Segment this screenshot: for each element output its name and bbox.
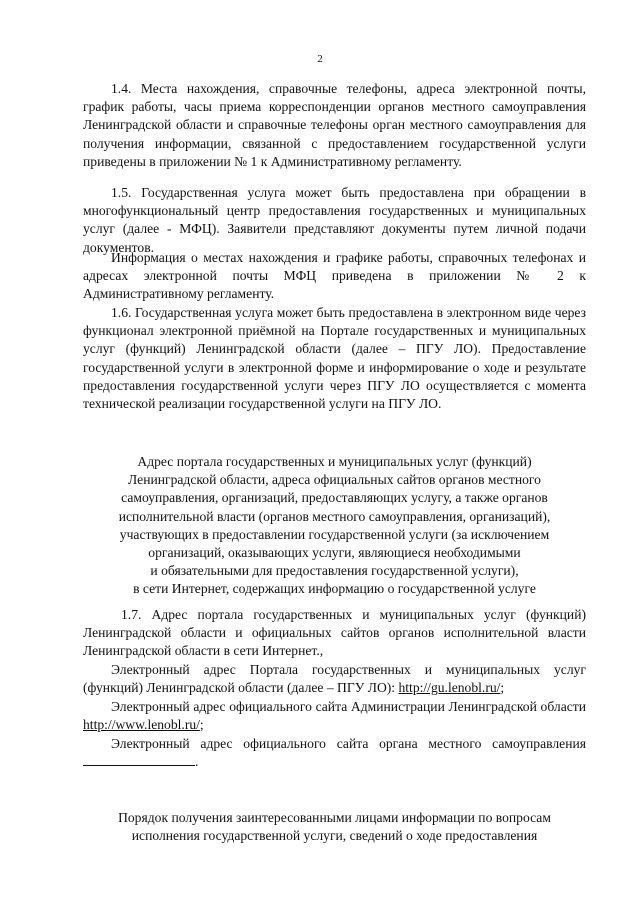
paragraph-1-5-info: Информация о местах нахождения и графике работы, справочных телефонах и адресах электронной почты МФЦ приведена в приложении № 2 к Административному регламенту. (83, 250, 586, 302)
heading-line: исполнительной власти (органов местного самоуправления, организаций), (118, 508, 551, 524)
local-site-paragraph (83, 735, 586, 771)
section-heading-internet-addresses (83, 453, 586, 599)
heading-line: участвующих в предоставлении государственной услуги (за исключением (119, 526, 550, 542)
portal-address-text: Электронный адрес Портала государственных и муниципальных услуг (функций) Ленинградской области (далее – ПГУ ЛО): (83, 662, 586, 696)
section-heading-information-procedure (83, 809, 586, 845)
punctuation: ; (199, 717, 204, 733)
paragraph-1-4: 1.4. Места нахождения, справочные телефоны, адреса электронной почты, график работы, часы приема корреспонденции органов местного самоуправления Ленинградской области и справочные телефоны орган местного самоуправления для получения информации, связанной с предоставлением государственной услуги приведены в приложении № 1 к Административному регламенту. (83, 81, 586, 169)
local-site-text: Электронный адрес официального сайта органа местного самоуправления (111, 736, 586, 751)
portal-address-paragraph (83, 661, 586, 697)
heading-line: исполнения государственной услуги, сведений о ходе предоставления (131, 828, 538, 844)
heading-line: и обязательными для предоставления государственной услуги), (150, 563, 519, 579)
heading-line: Ленинградской области, адреса официальных сайтов органов местного (128, 472, 541, 488)
punctuation: . (195, 754, 199, 770)
paragraph-1-7: 1.7. Адрес портала государственных и муниципальных услуг (функций) Ленинградской области и официальных сайтов органов исполнительной власти Ленинградской области в сети Интернет., (83, 607, 586, 659)
portal-link[interactable]: http://gu.lenobl.ru/ (398, 680, 501, 696)
punctuation: ; (500, 680, 505, 696)
heading-line: Порядок получения заинтересованными лицами информации по вопросам (118, 810, 551, 825)
fill-in-blank (83, 753, 195, 766)
admin-site-link[interactable]: http://www.lenobl.ru/ (83, 717, 200, 733)
page-number: 2 (317, 53, 323, 65)
heading-line: организаций, оказывающих услуги, являющиеся необходимыми (148, 545, 521, 561)
admin-site-paragraph (83, 698, 586, 734)
heading-line: самоуправления, организаций, предоставляющих услугу, а также органов (121, 490, 548, 506)
admin-site-text: Электронный адрес официального сайта Администрации Ленинградской области (111, 699, 586, 714)
paragraph-1-5: 1.5. Государственная услуга может быть предоставлена при обращении в многофункциональный центр предоставления государственных и муниципальных услуг (далее - МФЦ). Заявители представляют документы путем личной подачи документов. (83, 185, 586, 255)
heading-line: в сети Интернет, содержащих информацию о государственной услуге (133, 581, 536, 597)
paragraph-1-6: 1.6. Государственная услуга может быть предоставлена в электронном виде через функционал электронной приёмной на Портале государственных и муниципальных услуг (функций) Ленинградской области (далее – ПГУ ЛО). Предоставление государственной услуги в электронной форме и информирование о ходе и результате предоставления государственной услуги через ПГУ ЛО осуществляется с момента технической реализации государственной услуги на ПГУ ЛО. (83, 305, 586, 412)
heading-line: Адрес портала государственных и муниципальных услуг (функций) (137, 454, 532, 469)
